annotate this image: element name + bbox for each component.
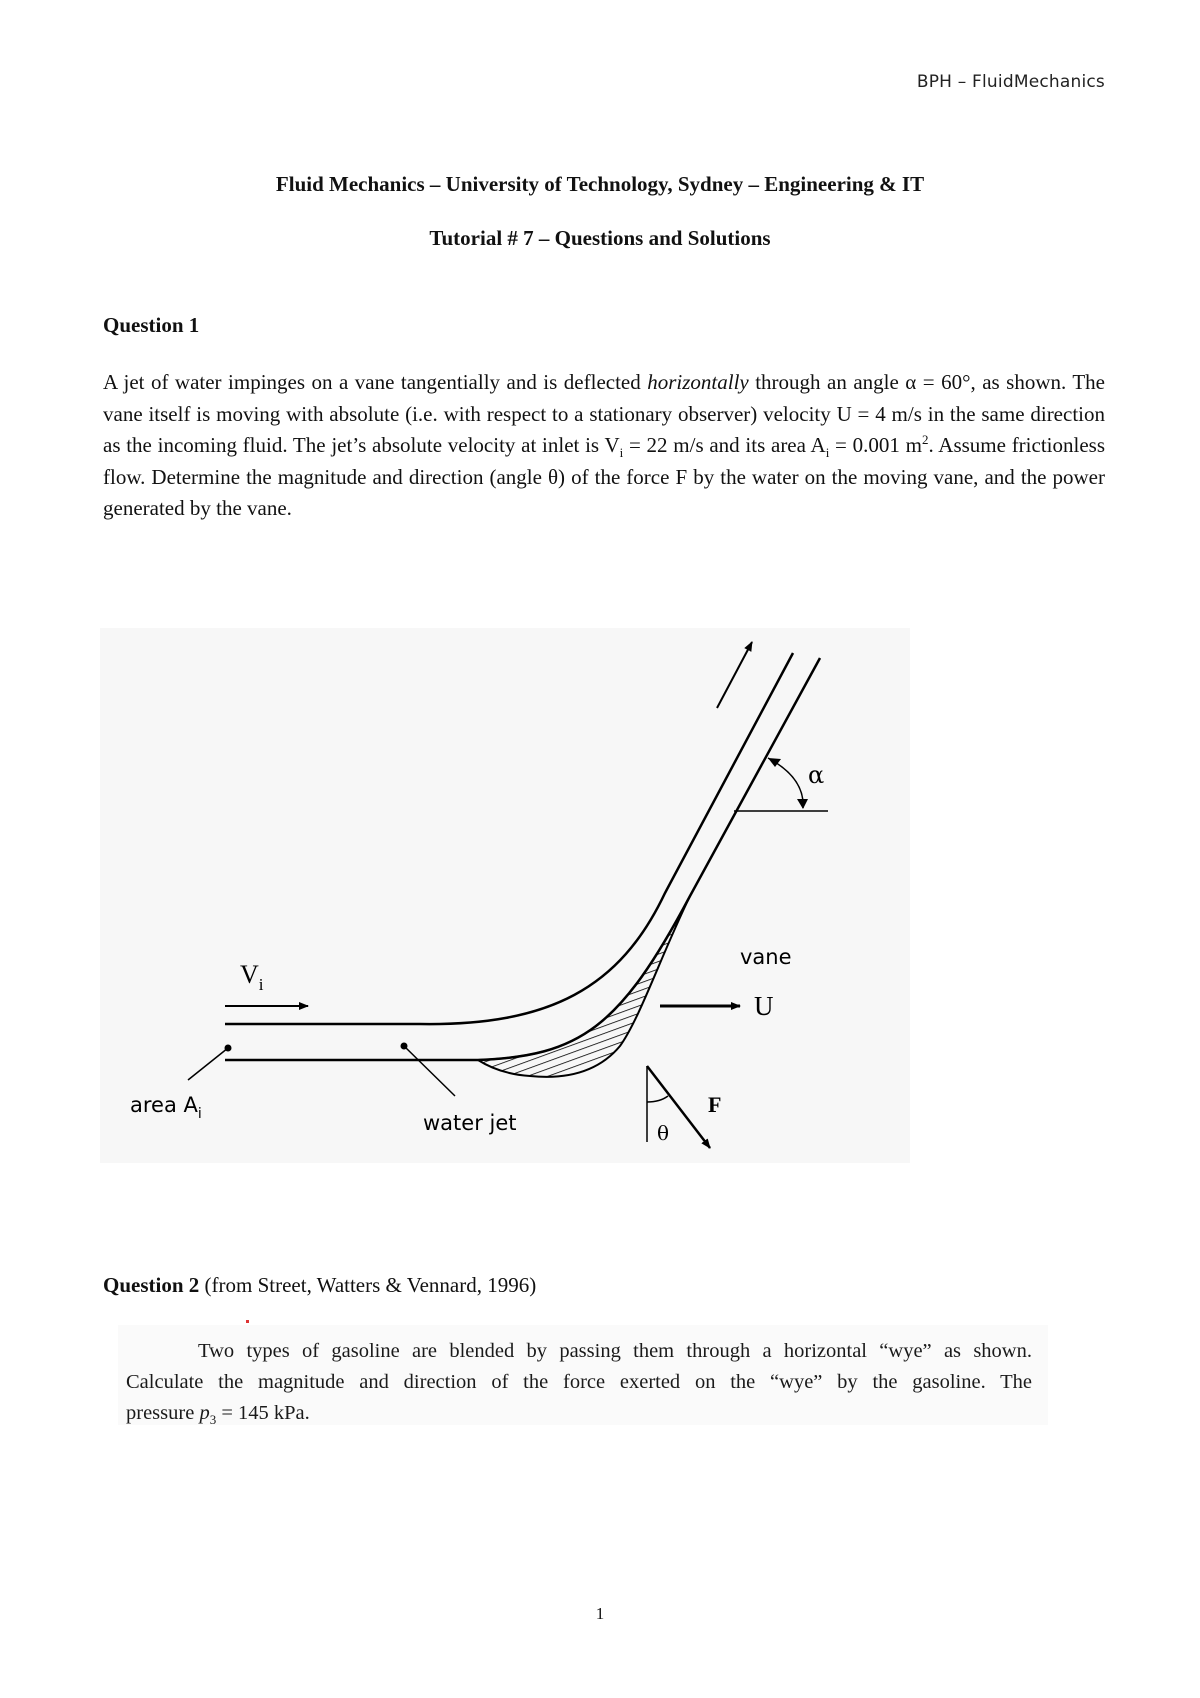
document-title: Fluid Mechanics – University of Technology, Sydney – Engineering & IT [275,172,925,196]
q2-line-3 [126,1398,1032,1429]
area-label-sub: i [197,1106,202,1122]
q1-text-part: = 0.001 m [829,433,922,457]
q1-emphasis: horizontally [647,370,749,394]
water-jet-label: water jet [423,1111,517,1135]
q2-pressure-symbol: p [199,1402,210,1424]
q1-subscript: i [825,445,830,461]
page-number: 1 [595,1604,605,1623]
q1-text-part: . Assume frictionless flow. Determine the magnitude and direction (angle θ) of the force F by the water on the moving vane, and the power generated by the vane. [103,433,1106,520]
q1-subscript: i [619,445,624,461]
q2-line-3-b: = 145 kPa. [216,1402,310,1424]
theta-label: θ [657,1121,670,1145]
f-label: F [708,1092,722,1117]
q2-line-2: Calculate the magnitude and direction of the force exerted on the “wye” by the gasoline. The [126,1371,1032,1393]
q1-text-part: = 22 m/s and its area A [623,433,826,457]
running-header: BPH – FluidMechanics [916,72,1105,92]
area-label-main: area A [130,1093,198,1117]
alpha-label: α [808,761,825,789]
area-leader-dot [225,1045,232,1052]
question-2-heading [103,1273,536,1298]
vi-label-sub: i [258,975,264,994]
q2-line-3-a: pressure [126,1402,200,1424]
q1-superscript: 2 [921,432,929,447]
question-2-heading-text: Question 2 [103,1273,200,1297]
vane-jet-diagram [100,628,910,1168]
q2-pressure-subscript: 3 [209,1412,217,1428]
figure-background [100,628,910,1163]
q1-text-part: A jet of water impinges on a vane tangentially and is deflected [103,370,648,394]
vane-label: vane [740,945,792,969]
question-1-heading-text: Question 1 [103,313,200,337]
question-1-text [103,367,1105,525]
question-1-heading [103,313,199,338]
u-label: U [754,991,774,1021]
vi-label-main: V [240,960,259,989]
q1-text-part: through an angle α = 60°, as shown. The vane itself is moving with absolute (i.e. with respect to a stationary observer) velocity U = 4 m/s in the same direction as the incoming fluid. The jet’s absolute velocity at inlet is V [103,370,1105,457]
q2-line-1: Two types of gasoline are blended by passing them through a horizontal “wye” as shown. [198,1340,1032,1362]
question-2-text [126,1336,1032,1429]
tutorial-subtitle: Tutorial # 7 – Questions and Solutions [429,226,771,250]
question-2-source: (from Street, Watters & Vennard, 1996) [199,1273,537,1297]
scan-mark [246,1320,249,1323]
